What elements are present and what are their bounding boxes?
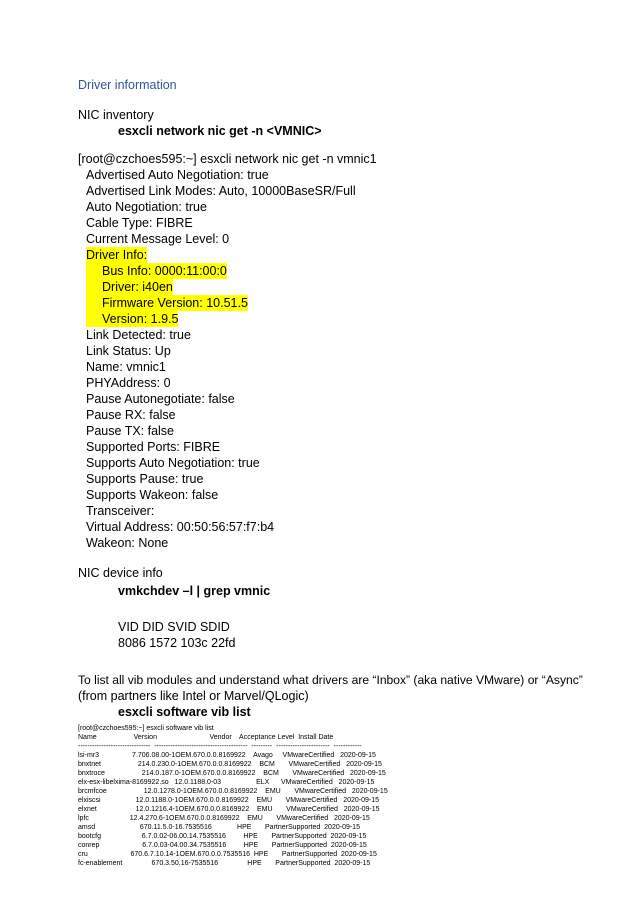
nic-inventory-command: esxcli network nic get -n <VMNIC>: [118, 124, 322, 138]
nic-prop-line: Name: vmnic1: [86, 360, 166, 374]
nic-device-header: VID DID SVID SDID: [118, 620, 230, 634]
nic-prop-line: Supports Auto Negotiation: true: [86, 456, 260, 470]
driver-info-label: Driver Info:: [86, 248, 148, 262]
nic-prop-line: Advertised Auto Negotiation: true: [86, 168, 269, 182]
nic-prop-line: Current Message Level: 0: [86, 232, 230, 246]
vib-row: brcmfcoe 12.0.1278.0-1OEM.670.0.0.8169922 EMU VMwareCertified 2020-09-15: [78, 788, 388, 795]
nic-prop-line: Transceiver:: [86, 504, 155, 518]
nic-prop-line: Pause TX: false: [86, 424, 175, 438]
nic-prop-line: PHYAddress: 0: [86, 376, 171, 390]
driver-info-line: Firmware Version: 10.51.5: [86, 295, 248, 311]
vib-row: elxiscsi 12.0.1188.0-1OEM.670.0.0.8169922 EMU VMwareCertified 2020-09-15: [78, 797, 380, 804]
vib-row: bnxtroce 214.0.187.0-1OEM.670.0.0.8169922 BCM VMwareCertified 2020-09-15: [78, 770, 386, 777]
nic-prop-line: Link Detected: true: [86, 328, 191, 342]
vib-row: bootcfg 6.7.0.02-06.00.14.7535516 HPE PartnerSupported 2020-09-15: [78, 833, 367, 840]
vib-row: bnxtnet 214.0.230.0-1OEM.670.0.0.8169922 BCM VMwareCertified 2020-09-15: [78, 761, 382, 768]
nic-device-title: NIC device info: [78, 566, 163, 580]
vib-row: elxnet 12.0.1216.4-1OEM.670.0.0.8169922 EMU VMwareCertified 2020-09-15: [78, 806, 380, 813]
nic-prop-line: Pause Autonegotiate: false: [86, 392, 235, 406]
nic-prop-line: Pause RX: false: [86, 408, 176, 422]
vib-row: amsd 670.11.5.0-16.7535516 HPE PartnerSupported 2020-09-15: [78, 824, 360, 831]
vib-row: lpfc 12.4.270.6-1OEM.670.0.0.8169922 EMU VMwareCertified 2020-09-15: [78, 815, 370, 822]
vib-row: elx-esx-libelxima-8169922.so 12.0.1188.0-03 ELX VMwareCertified 2020-09-15: [78, 779, 375, 786]
vib-row: fc-enablement 670.3.50.16-7535516 HPE PartnerSupported 2020-09-15: [78, 860, 371, 867]
nic-inventory-title: NIC inventory: [78, 108, 154, 122]
nic-prop-line: Supported Ports: FIBRE: [86, 440, 221, 454]
nic-prop-line: Supports Pause: true: [86, 472, 204, 486]
nic-device-command: vmkchdev –l | grep vmnic: [118, 584, 271, 598]
vib-prompt: [root@czchoes595:~] esxcli software vib list: [78, 725, 214, 732]
driver-info-line: Version: 1.9.5: [86, 311, 178, 327]
vib-row: lsi-mr3 7.706.08.00-1OEM.670.0.0.8169922 Avago VMwareCertified 2020-09-15: [78, 752, 376, 759]
nic-prop-line: Wakeon: None: [86, 536, 169, 550]
nic-prop-line: Supports Wakeon: false: [86, 488, 219, 502]
nic-prop-line: Link Status: Up: [86, 344, 171, 358]
vib-columns: Name Version Vendor Acceptance Level Install Date: [78, 734, 334, 741]
nic-prop-line: Virtual Address: 00:50:56:57:f7:b4: [86, 520, 275, 534]
section-heading: Driver information: [78, 78, 177, 92]
nic-prop-line: Advertised Link Modes: Auto, 10000BaseSR/Full: [86, 184, 356, 198]
driver-info-line: Driver: i40en: [86, 279, 173, 295]
nic-get-prompt: [root@czchoes595:~] esxcli network nic get -n vmnic1: [78, 152, 377, 166]
nic-prop-line: Auto Negotiation: true: [86, 200, 207, 214]
driver-info-line: Bus Info: 0000:11:00:0: [86, 263, 227, 279]
vib-paragraph-line: (from partners like Intel or Marvel/QLogic): [78, 689, 309, 703]
nic-device-values: 8086 1572 103c 22fd: [118, 636, 236, 650]
vib-row: cru 670.6.7.10.14-1OEM.670.0.0.7535516 HPE PartnerSupported 2020-09-15: [78, 851, 377, 858]
vib-command: esxcli software vib list: [118, 705, 251, 719]
vib-row: conrep 6.7.0.03-04.00.34.7535516 HPE PartnerSupported 2020-09-15: [78, 842, 367, 849]
nic-prop-line: Cable Type: FIBRE: [86, 216, 193, 230]
vib-separator: ------------------------------- ---------------------------------------- --------- ----------------------- ------------: [78, 743, 362, 750]
vib-paragraph-line: To list all vib modules and understand what drivers are “Inbox” (aka native VMware) or “Async”: [78, 673, 583, 687]
